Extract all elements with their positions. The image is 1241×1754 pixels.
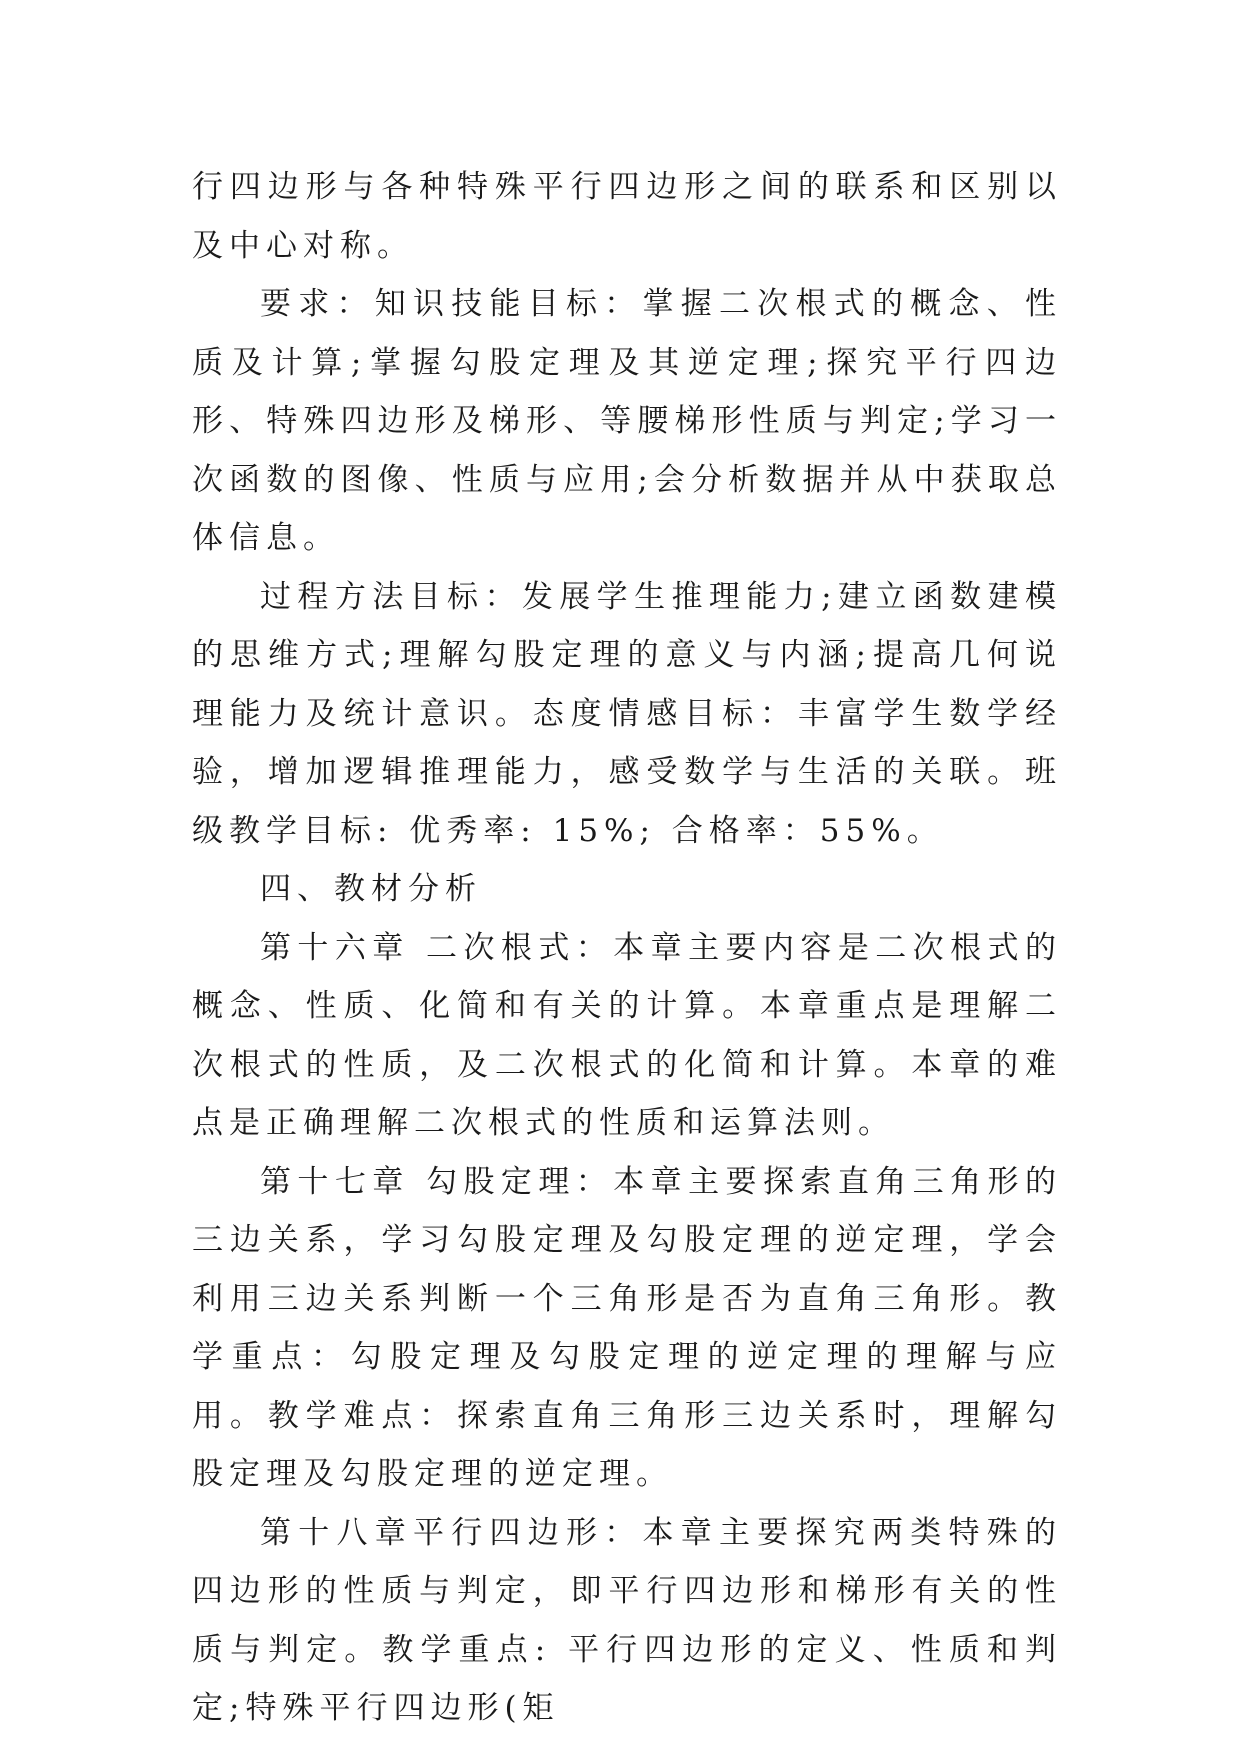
paragraph-chapter-16: 第十六章 二次根式：本章主要内容是二次根式的概念、性质、化简和有关的计算。本章重点是理解二次根式的性质，及二次根式的化简和计算。本章的难点是正确理解二次根式的性质和运算法则。 <box>192 929 1062 1141</box>
paragraph-chapter-18: 第十八章平行四边形：本章主要探究两类特殊的四边形的性质与判定，即平行四边形和梯形有关的性质与判定。教学重点: 平行四边形的定义、性质和判定;特殊平行四边形(矩 <box>192 1514 1062 1726</box>
paragraph-1: 行四边形与各种特殊平行四边形之间的联系和区别以及中心对称。 <box>192 169 1062 264</box>
document-page <box>192 158 1062 1738</box>
paragraph-requirements: 要求：知识技能目标：掌握二次根式的概念、性质及计算;掌握勾股定理及其逆定理;探究平行四边形、特殊四边形及梯形、等腰梯形性质与判定;学习一次函数的图像、性质与应用;会分析数据并从中获取总体信息。 <box>192 286 1062 556</box>
paragraph-process-goals: 过程方法目标：发展学生推理能力;建立函数建模的思维方式;理解勾股定理的意义与内涵;提高几何说理能力及统计意识。态度情感目标：丰富学生数学经验，增加逻辑推理能力，感受数学与生活的关联。班级教学目标: 优秀率: 15%; 合格率：55%。 <box>192 578 1062 849</box>
paragraph-chapter-17: 第十七章 勾股定理：本章主要探索直角三角形的三边关系，学习勾股定理及勾股定理的逆定理，学会利用三边关系判断一个三角形是否为直角三角形。教学重点：勾股定理及勾股定理的逆定理的理解与应用。教学难点：探索直角三角形三边关系时，理解勾股定理及勾股定理的逆定理。 <box>192 1163 1062 1492</box>
section-heading-textbook-analysis: 四、教材分析 <box>260 871 482 907</box>
